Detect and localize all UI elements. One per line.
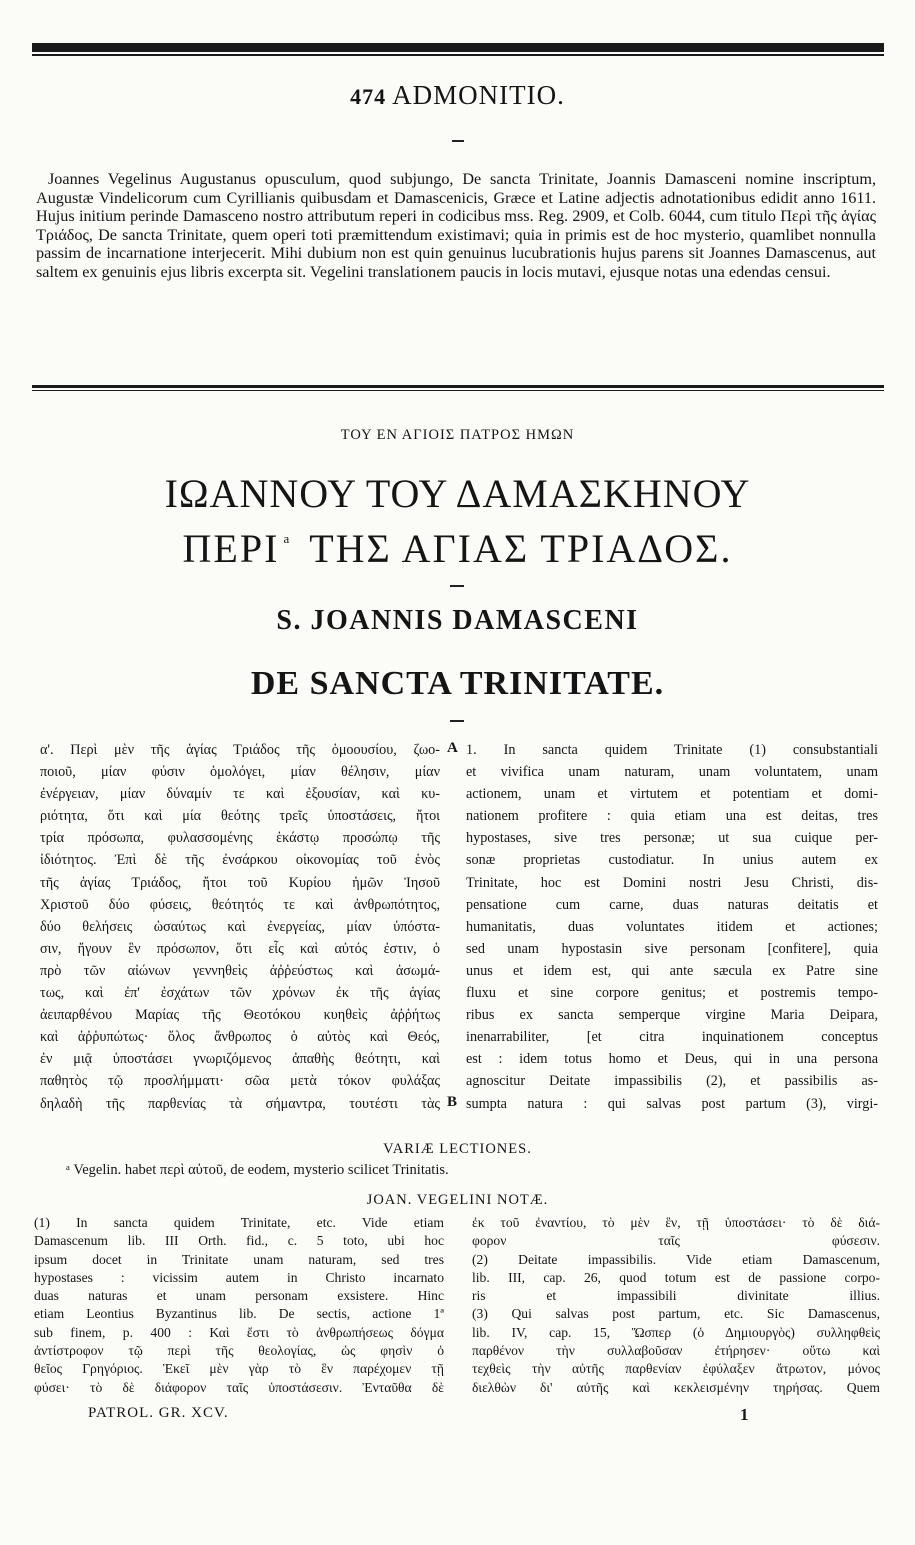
note-line: duas naturas et unam personam exsistere. Hinc (34, 1288, 444, 1304)
note-line: ἀντίστροφον τῷ περὶ τῆς θεολογίας, ὡς φησὶν ὁ (34, 1343, 444, 1359)
note-line: hypostases : vicissim autem in Christo incarnato (34, 1269, 444, 1285)
latin-text-line: sumpta natura : qui salvas post partum (3), virgi- (466, 1095, 878, 1112)
greek-subtitle: ΤΟΥ ΕΝ ΑΓΙΟΙΣ ΠΑΤΡΟΣ ΗΜΩΝ (340, 427, 575, 443)
note-line: Damascenum lib. III Orth. fid., c. 5 toto, ubi hoc (34, 1233, 444, 1249)
divider-dash (452, 140, 464, 142)
section-rule-thin (32, 390, 884, 391)
note-line: lib. III, cap. 26, quod totum est de passione corpo- (472, 1269, 880, 1285)
variant-marker: a (283, 531, 292, 546)
greek-text-line: ἐνέργειαν, μίαν δύναμίν τε καὶ ἐξουσίαν, καὶ κυ- (40, 786, 440, 803)
greek-text-line: ἰδιότητος. Ἐπὶ δὲ τῆς ἐνσάρκου οἰκονομίας τοῦ ἑνὸς (40, 852, 440, 869)
greek-text-line: ἐν μιᾷ ὑποστάσει γνωριζόμενος ἀπαθὴς θεότητι, καὶ (40, 1051, 440, 1068)
footer-signature: 1 (740, 1405, 749, 1424)
greek-text-line: σιν, ἤγουν ἓν πρόσωπον, ὅτι εἷς καὶ αὐτός ἐστιν, ὁ (40, 940, 440, 957)
latin-text-column (466, 739, 878, 1115)
greek-text-line: ριότητα, ὅτι καὶ μία θεότης τρεῖς ὑποστάσεις, ἤτοι (40, 808, 440, 825)
top-rule-thick (32, 43, 884, 52)
note-line: ἐκ τοῦ ἐναντίου, τὸ μὲν ἓν, τῇ ὑποστάσει· τὸ δὲ διά- (472, 1215, 880, 1230)
greek-text-line: καὶ ἀῤῥυπώτως· ὅλος ἄνθρωπος ὁ αὐτὸς καὶ Θεός, (40, 1029, 440, 1046)
greek-text-line: τως, καὶ ἐπ' ἐσχάτων τῶν χρόνων ἐκ τῆς ἁγίας (40, 985, 440, 1002)
variae-lectiones-title: VARIÆ LECTIONES. (383, 1141, 532, 1157)
latin-text-line: inenarrabiliter, [et citra inquinationem conceptus (466, 1029, 878, 1046)
section-marker-a: A (447, 740, 458, 756)
latin-text-line: actionem, unam et virtutem et potentiam et domi- (466, 786, 878, 803)
greek-text-line: ἀειπαρθένου Μαρίας τῆς Θεοτόκου κυηθεὶς ἀῤῥήτως (40, 1007, 440, 1024)
note-line: φύσει· τὸ δὲ διάφορον ταῖς ὑποστάσεσιν. Ἐνταῦθα δὲ (34, 1379, 444, 1395)
greek-text-line: παθητὸς τῷ προσλήμματι· σῶα μετὰ τόκον φυλάξας (40, 1073, 440, 1090)
greek-text-line: δύο θελήσεις ὡσαύτως καὶ ἐνεργείας, μίαν ὑπόστα- (40, 918, 440, 935)
note-line: sub finem, p. 400 : Καὶ ἔστι τὸ ἀνθρωπήσεως δόγμα (34, 1324, 444, 1340)
latin-title-work: DE SANCTA TRINITATE. (250, 665, 665, 702)
note-line: etiam Leontius Byzantinus lib. De sectis, actione 1ª (34, 1306, 444, 1322)
greek-text-line: α'. Περὶ μὲν τῆς ἁγίας Τριάδος τῆς ὁμοουσίου, ζωο- (40, 742, 440, 758)
note-line: τεχθεὶς τὴν αὐτῆς παρθενίαν ἐφύλαξεν ἄτρωτον, μόνος (472, 1361, 880, 1377)
note-line: ipsum docet in Trinitate unam naturam, sed tres (34, 1251, 444, 1267)
greek-text-line: πρὸ τῶν αἰώνων γεννηθεὶς ἀῤῥεύστως καὶ ἀσωμά- (40, 962, 440, 979)
latin-text-line: ribus ex sancta semperque virgine Maria Deipara, (466, 1007, 878, 1024)
greek-text-line: Χριστοῦ δύο φύσεις, θεότητός τε καὶ ἀνθρωπότητος, (40, 896, 440, 913)
note-line: θεῖος Γρηγόριος. Ἐκεῖ μὲν γὰρ τὸ ἓν παρέχομεν τῇ (34, 1361, 444, 1377)
greek-text-column (40, 739, 440, 1115)
notes-right-column (472, 1214, 880, 1397)
divider-dash (450, 585, 464, 587)
latin-text-line: humanitatis, duas voluntates itidem et actiones; (466, 918, 878, 935)
latin-text-line: unus et idem est, qui ante sæcula ex Patre sine (466, 962, 878, 979)
latin-text-line: fluxu et sine corpore genitus; et postremis tempo- (466, 985, 878, 1002)
notes-left-column (34, 1214, 444, 1397)
notae-title: JOAN. VEGELINI NOTÆ. (366, 1192, 549, 1208)
note-line: ris et impassibili divinitate illius. (472, 1288, 880, 1304)
latin-text-line: pensatione cum carne, duas naturas deitatis et (466, 896, 878, 913)
latin-text-line: est : idem totus homo et Deus, qui in una persona (466, 1051, 878, 1068)
greek-title-work (0, 525, 915, 572)
section-rule-thick (32, 385, 884, 388)
greek-title-author: ΙΩΑΝΝΟΥ ΤΟΥ ΔΑΜΑΣΚΗΝΟΥ (164, 471, 751, 516)
latin-text-line: sed unam hypostasin sive personam [confitere], quia (466, 940, 878, 957)
latin-title-author: S. JOANNIS DAMASCENI (276, 605, 639, 636)
latin-text-line: 1. In sancta quidem Trinitate (1) consubstantiali (466, 742, 878, 758)
footer-volume: PATROL. GR. XCV. (88, 1405, 229, 1421)
divider-dash (450, 720, 464, 722)
page-title: ADMONITIO. (392, 80, 565, 110)
latin-text-line: agnoscitur Deitate impassibilis (2), et passibilis as- (466, 1073, 878, 1090)
greek-text-line: τῆς ἁγίας Τριάδος, ἤτοι τοῦ Κυρίου ἡμῶν Ἰησοῦ (40, 874, 440, 891)
greek-text-line: δηλαδὴ τῆς παρθενίας τὰ σήμαντρα, τουτέστι τὰς (40, 1095, 440, 1112)
variae-lectiones-text: ᵃ Vegelin. habet περὶ αὐτοῦ, de eodem, mysterio scilicet Trinitatis. (66, 1162, 449, 1178)
page-number: 474 (350, 84, 387, 109)
latin-text-line: nationem profitere : quia etiam una est deitas, tres (466, 808, 878, 825)
note-line: (2) Deitate impassibilis. Vide etiam Damascenum, (472, 1251, 880, 1267)
admonitio-paragraph: Joannes Vegelinus Augustanus opusculum, quod subjungo, De sancta Trinitate, Joannis Damasceni nomine inscriptum, Augustæ Vindelicorum cum Cyrillianis quibusdam et Damascenicis, Græce et Latine adjectis adnotationibus edidit anno 1611. Hujus initium perinde Damasceno nostro attributum reperi in codicibus mss. Reg. 2909, et Colb. 6044, cum titulo Περὶ τῆς ἁγίας Τριάδος, De sancta Trinitate, quem operi toti præmittendum existimavi; quia in primis est de hoc mysterio, quamlibet nonnulla passim de incarnatione interjecerit. Mihi dubium non est quin genuinus lucubrationis hujus parens sit Joannes Damascenus, aut saltem ex genuinis ejus libris excerpta sit. Vegelini translationem paucis in locis mutavi, ejusque notas una edendas censui. (36, 170, 876, 281)
latin-text-line: Trinitate, hoc est Domini nostri Jesu Christi, dis- (466, 874, 878, 891)
greek-title-peri: ΠΕΡΙ (182, 526, 280, 571)
top-rule-thin (32, 54, 884, 56)
note-line: (3) Qui salvas post partum, etc. Sic Damascenus, (472, 1306, 880, 1322)
note-line: lib. IV, cap. 15, Ὥσπερ (ὁ Δημιουργὸς) συλληφθεὶς (472, 1324, 880, 1340)
greek-title-rest: ΤΗΣ ΑΓΙΑΣ ΤΡΙΑΔΟΣ. (309, 526, 733, 571)
note-line: φορον ταῖς φύσεσιν. (472, 1233, 880, 1249)
latin-text-line: et vivifica unam naturam, unam voluntatem, unam (466, 764, 878, 781)
latin-text-line: hypostases, sive tres personæ; ut sua cuique per- (466, 830, 878, 847)
section-marker-b: B (447, 1094, 458, 1110)
note-line: διελθὼν δι' αὐτῆς καὶ κεκλεισμένην τηρήσας. Quem (472, 1379, 880, 1395)
page-header (0, 80, 915, 111)
note-line: παρθένον τὴν συλλαβοῦσαν ἐτήρησεν· οὕτω καὶ (472, 1343, 880, 1359)
latin-text-line: sonæ proprietas custodiatur. In unius autem ex (466, 852, 878, 869)
greek-text-line: τρία πρόσωπα, φυλασσομένης ἑκάστῳ προσώπῳ τῆς (40, 830, 440, 847)
note-line: (1) In sancta quidem Trinitate, etc. Vide etiam (34, 1215, 444, 1230)
greek-text-line: ποιοῦ, μίαν φύσιν ὁμολόγει, μίαν θέλησιν, μίαν (40, 764, 440, 781)
